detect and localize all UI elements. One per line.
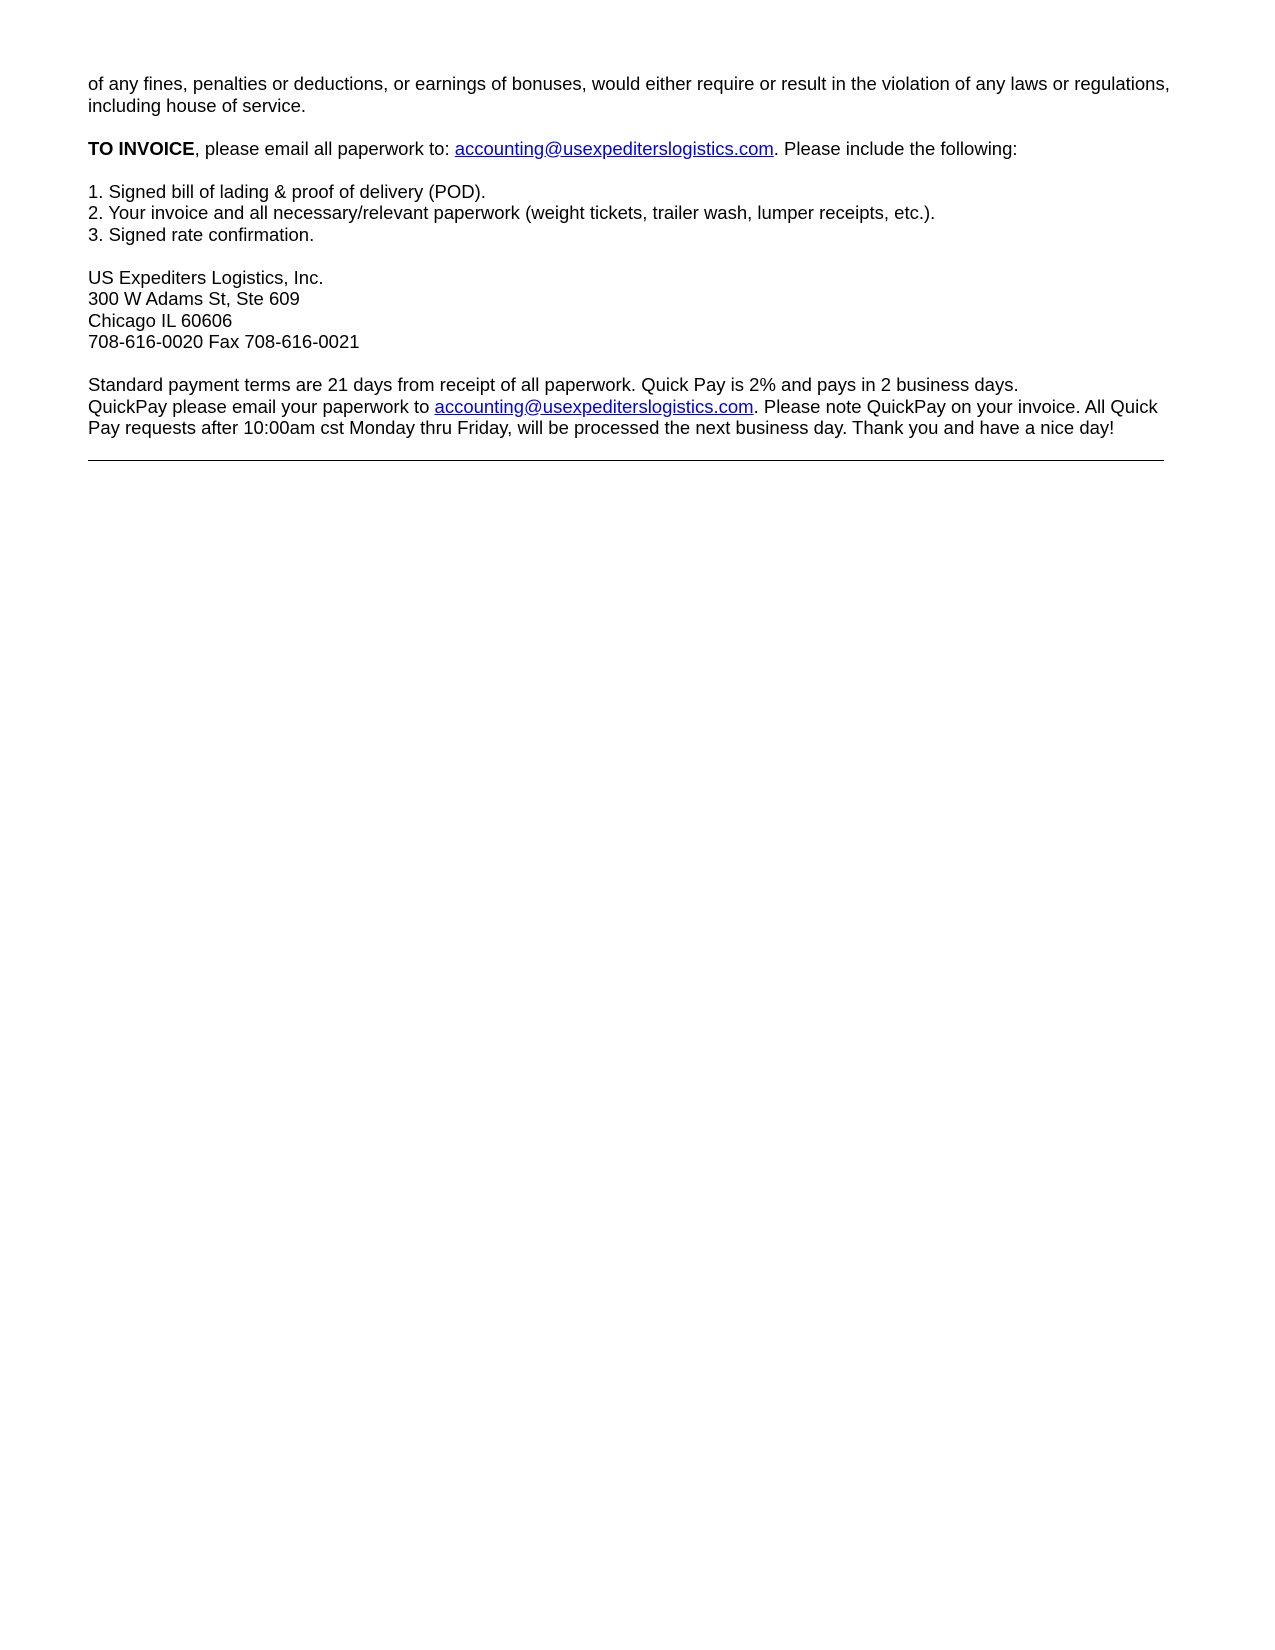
- quickpay-email-link[interactable]: accounting@usexpediterslogistics.com: [434, 395, 754, 417]
- requirement-item: 3. Signed rate confirmation.: [88, 223, 315, 245]
- spacer: [88, 245, 1200, 267]
- payment-terms: [88, 374, 1200, 439]
- quickpay-line-2: Pay requests after 10:00am cst Monday thru Friday, will be processed the next business day. Thank you and have a nice day!: [88, 417, 1115, 438]
- invoice-text-before: , please email all paperwork to:: [194, 137, 455, 159]
- invoice-instructions: [88, 138, 1200, 160]
- invoice-heading: TO INVOICE: [88, 137, 195, 159]
- spacer: [88, 353, 1200, 375]
- intro-paragraph: [88, 73, 1200, 116]
- requirement-item: 2. Your invoice and all necessary/relevant paperwork (weight tickets, trailer wash, lumper receipts, etc.).: [88, 202, 936, 223]
- horizontal-rule: [88, 460, 1164, 461]
- requirements-list: [88, 181, 1200, 246]
- phone-fax: 708-616-0020 Fax 708-616-0021: [88, 331, 360, 352]
- quickpay-line-1: [88, 396, 1200, 418]
- intro-line-2: including house of service.: [88, 94, 307, 116]
- quickpay-text-after: . Please note QuickPay on your invoice. All Quick: [753, 395, 1158, 417]
- street-address: 300 W Adams St, Ste 609: [88, 288, 300, 309]
- document-page: [88, 73, 1200, 439]
- payment-terms-line: Standard payment terms are 21 days from receipt of all paperwork. Quick Pay is 2% and pays in 2 business days.: [88, 374, 1019, 395]
- invoice-email-link[interactable]: accounting@usexpediterslogistics.com: [454, 137, 774, 159]
- requirement-item: 1. Signed bill of lading & proof of delivery (POD).: [88, 180, 486, 202]
- company-address: [88, 267, 1200, 353]
- company-name: US Expediters Logistics, Inc.: [88, 266, 324, 288]
- city-state-zip: Chicago IL 60606: [88, 309, 233, 331]
- intro-line-1: of any fines, penalties or deductions, or earnings of bonuses, would either require or result in the violation of any laws or regulations,: [88, 73, 1170, 94]
- quickpay-text-before: QuickPay please email your paperwork to: [88, 395, 435, 417]
- invoice-text-after: . Please include the following:: [773, 137, 1018, 159]
- spacer: [88, 159, 1200, 181]
- spacer: [88, 116, 1200, 138]
